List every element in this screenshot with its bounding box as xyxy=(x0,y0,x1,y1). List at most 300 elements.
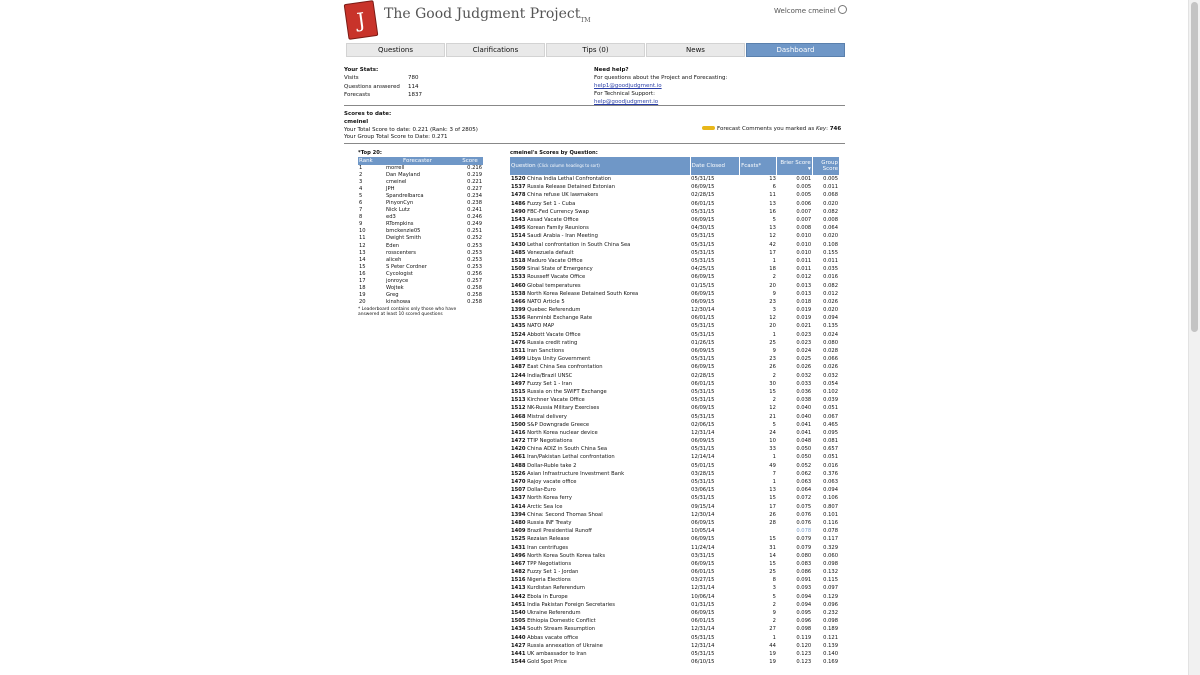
logo-icon[interactable]: J xyxy=(344,0,379,40)
cell-question[interactable] xyxy=(510,347,690,355)
question-id: 1244 xyxy=(511,372,526,379)
col-rank[interactable]: Rank xyxy=(358,157,378,165)
cell-forecaster[interactable]: JPH xyxy=(386,186,395,193)
cell-question[interactable] xyxy=(510,584,690,592)
cell-rank: 5 xyxy=(359,193,363,200)
cell-brier-score: 0.098 xyxy=(796,626,812,633)
cell-date-closed: 11/24/14 xyxy=(691,544,715,551)
cell-question[interactable] xyxy=(510,470,690,478)
cell-group-score: 0.035 xyxy=(823,266,838,273)
table-row[interactable] xyxy=(510,306,839,314)
question-name: Ukraine Referendum xyxy=(527,610,581,617)
table-row[interactable] xyxy=(510,314,839,322)
tech-email-link[interactable]: help@goodjudgment.io xyxy=(594,99,659,105)
cell-brier-score: 0.123 xyxy=(796,659,812,666)
table-row xyxy=(358,179,483,186)
cell-question[interactable] xyxy=(510,175,690,183)
cell-fcasts: 15 xyxy=(769,560,776,567)
question-name: Ethiopia Domestic Conflict xyxy=(527,618,596,625)
cell-group-score: 0.063 xyxy=(823,479,838,486)
cell-fcasts: 2 xyxy=(772,397,776,404)
table-row[interactable] xyxy=(510,470,839,478)
site-title-text: The Good Judgment Project xyxy=(384,6,581,22)
question-id: 1461 xyxy=(511,454,526,461)
key-comments[interactable]: Forecast Comments you marked as Key: 746 xyxy=(702,126,841,132)
cell-forecaster[interactable]: RTompkins xyxy=(386,221,414,228)
table-row[interactable] xyxy=(510,494,839,502)
cell-question[interactable] xyxy=(510,568,690,576)
cell-forecaster[interactable]: S Peter Cordner xyxy=(386,263,427,270)
cell-group-score: 0.082 xyxy=(823,208,838,215)
table-row[interactable] xyxy=(510,412,839,420)
cell-forecaster[interactable]: Dan Mayland xyxy=(386,172,421,179)
cell-question[interactable] xyxy=(510,298,690,306)
table-row[interactable] xyxy=(510,298,839,306)
cell-question[interactable] xyxy=(510,363,690,371)
gear-icon[interactable] xyxy=(838,5,847,14)
cell-forecaster[interactable]: bmckenzie05 xyxy=(386,228,421,235)
nav-questions[interactable]: Questions xyxy=(346,43,445,57)
table-row[interactable] xyxy=(510,642,839,650)
cell-forecaster[interactable]: cmeinel xyxy=(386,179,407,186)
key-icon xyxy=(702,126,715,130)
site-title[interactable] xyxy=(384,6,591,24)
table-row xyxy=(358,264,483,271)
cell-fcasts: 14 xyxy=(769,552,776,559)
cell-rank: 1 xyxy=(359,165,363,172)
col-score[interactable]: Score xyxy=(457,157,483,165)
cell-forecaster[interactable]: Greg xyxy=(386,291,399,298)
table-row[interactable] xyxy=(510,437,839,445)
question-id: 1451 xyxy=(511,601,526,608)
table-row[interactable] xyxy=(510,511,839,519)
table-row[interactable] xyxy=(510,175,839,183)
cell-score: 0.256 xyxy=(467,270,482,277)
cell-score: 0.253 xyxy=(467,242,482,249)
cell-date-closed: 03/06/15 xyxy=(691,487,715,494)
cell-question[interactable] xyxy=(510,519,690,527)
cell-brier-score: 0.032 xyxy=(796,372,812,379)
cell-group-score: 0.376 xyxy=(823,470,838,477)
cell-brier-score: 0.038 xyxy=(796,397,812,404)
cell-brier-score: 0.075 xyxy=(796,503,812,510)
page-scrollbar[interactable] xyxy=(1188,0,1200,675)
cell-brier-score: 0.005 xyxy=(796,184,812,191)
cell-question[interactable] xyxy=(510,593,690,601)
stats-row xyxy=(344,74,424,82)
cell-forecaster[interactable]: Cycologist xyxy=(386,270,413,277)
table-row xyxy=(358,299,483,306)
question-id: 1480 xyxy=(511,519,526,526)
nav-dashboard[interactable]: Dashboard xyxy=(746,43,845,57)
cell-forecaster[interactable]: Wojtek xyxy=(386,284,404,291)
question-name: Iran centrifuges xyxy=(527,544,569,551)
cell-brier-score: 0.062 xyxy=(796,470,812,477)
table-row[interactable] xyxy=(510,183,839,191)
cell-question[interactable] xyxy=(510,339,690,347)
stats-label: Visits xyxy=(344,75,359,82)
cell-date-closed: 06/01/15 xyxy=(691,618,715,625)
cell-question[interactable] xyxy=(510,200,690,208)
cell-question[interactable] xyxy=(510,273,690,281)
cell-date-closed: 12/30/14 xyxy=(691,511,715,518)
cell-forecaster[interactable]: Spandrelbarca xyxy=(386,193,424,200)
cell-forecaster[interactable]: aliceh xyxy=(386,256,402,263)
cell-fcasts: 17 xyxy=(769,503,776,510)
cell-question[interactable] xyxy=(510,543,690,551)
cell-rank: 3 xyxy=(359,179,363,186)
question-id: 1470 xyxy=(511,479,526,486)
cell-group-score: 0.032 xyxy=(823,372,838,379)
cell-date-closed: 05/31/15 xyxy=(691,176,715,183)
cell-question[interactable] xyxy=(510,429,690,437)
table-row[interactable] xyxy=(510,429,839,437)
cell-question[interactable] xyxy=(510,232,690,240)
col-question[interactable] xyxy=(510,157,690,175)
key-word: Key xyxy=(816,126,827,132)
table-row[interactable] xyxy=(510,265,839,273)
table-row xyxy=(358,250,483,257)
cell-question[interactable] xyxy=(510,650,690,658)
cell-rank: 14 xyxy=(359,256,366,263)
table-row[interactable] xyxy=(510,363,839,371)
cell-fcasts: 25 xyxy=(769,569,776,576)
cell-date-closed: 01/26/15 xyxy=(691,339,715,346)
cell-question[interactable] xyxy=(510,445,690,453)
table-row[interactable] xyxy=(510,617,839,625)
cell-fcasts: 24 xyxy=(769,429,776,436)
cell-question[interactable] xyxy=(510,642,690,650)
table-row[interactable] xyxy=(510,290,839,298)
cell-rank: 8 xyxy=(359,214,363,221)
cell-brier-score: 0.041 xyxy=(796,429,812,436)
cell-question[interactable] xyxy=(510,486,690,494)
cell-forecaster[interactable]: Dwight Smith xyxy=(386,235,422,242)
cell-question[interactable] xyxy=(510,388,690,396)
cell-fcasts: 1 xyxy=(772,479,776,486)
cell-forecaster[interactable]: Eden xyxy=(386,242,400,249)
cell-question[interactable] xyxy=(510,625,690,633)
col-brier-score[interactable]: Brier Score ▾ xyxy=(777,157,812,175)
table-row[interactable] xyxy=(510,241,839,249)
table-row[interactable] xyxy=(510,281,839,289)
table-row[interactable] xyxy=(510,552,839,560)
col-forecaster[interactable]: Forecaster xyxy=(378,157,457,165)
table-row[interactable] xyxy=(510,445,839,453)
cell-brier-score: 0.018 xyxy=(796,298,812,305)
cell-question[interactable] xyxy=(510,453,690,461)
cell-question[interactable] xyxy=(510,249,690,257)
cell-question[interactable] xyxy=(510,216,690,224)
question-name: Asian Infrastructure Investment Bank xyxy=(527,470,625,477)
cell-score: 0.216 xyxy=(467,165,482,172)
cell-question[interactable] xyxy=(510,503,690,511)
cell-forecaster[interactable]: Nick Lutz xyxy=(386,207,410,214)
cell-date-closed: 12/31/14 xyxy=(691,642,715,649)
question-id: 1478 xyxy=(511,192,526,199)
cell-question[interactable] xyxy=(510,404,690,412)
question-id: 1466 xyxy=(511,298,526,305)
cell-question[interactable] xyxy=(510,462,690,470)
table-row[interactable] xyxy=(510,519,839,527)
table-row[interactable] xyxy=(510,543,839,551)
cell-date-closed: 01/31/15 xyxy=(691,601,715,608)
question-name: North Korea South Korea talks xyxy=(527,552,606,559)
cell-group-score: 0.020 xyxy=(823,200,838,207)
cell-group-score: 0.016 xyxy=(823,274,838,281)
cell-fcasts: 12 xyxy=(769,233,776,240)
table-row[interactable] xyxy=(510,560,839,568)
table-row[interactable] xyxy=(510,396,839,404)
cell-group-score: 0.060 xyxy=(823,552,838,559)
question-rows xyxy=(510,175,839,666)
cell-question[interactable] xyxy=(510,494,690,502)
cell-brier-score: 0.096 xyxy=(796,618,812,625)
cell-fcasts: 23 xyxy=(769,356,776,363)
cell-date-closed: 04/30/15 xyxy=(691,225,715,232)
cell-brier-score: 0.119 xyxy=(796,634,812,641)
nav-clarifications[interactable]: Clarifications xyxy=(446,43,545,57)
cell-question[interactable] xyxy=(510,609,690,617)
table-row[interactable] xyxy=(510,503,839,511)
cell-date-closed: 05/31/15 xyxy=(691,397,715,404)
help-line-forecasting: For questions about the Project and Forecasting: xyxy=(594,75,728,81)
cell-question[interactable] xyxy=(510,331,690,339)
cell-question[interactable] xyxy=(510,208,690,216)
table-row xyxy=(358,243,483,250)
table-row[interactable] xyxy=(510,593,839,601)
cell-fcasts: 13 xyxy=(769,487,776,494)
cell-score: 0.253 xyxy=(467,263,482,270)
table-row[interactable] xyxy=(510,634,839,642)
cell-question[interactable] xyxy=(510,241,690,249)
table-row[interactable] xyxy=(510,216,839,224)
cell-question[interactable] xyxy=(510,290,690,298)
cell-fcasts: 15 xyxy=(769,495,776,502)
cell-question[interactable] xyxy=(510,380,690,388)
cell-group-score: 0.008 xyxy=(823,217,838,224)
cell-brier-score: 0.010 xyxy=(796,249,812,256)
stats-row xyxy=(344,91,424,99)
table-row[interactable] xyxy=(510,200,839,208)
table-row[interactable] xyxy=(510,224,839,232)
cell-question[interactable] xyxy=(510,191,690,199)
question-name: Sinai State of Emergency xyxy=(527,266,593,273)
cell-date-closed: 09/15/14 xyxy=(691,503,715,510)
cell-group-score: 0.232 xyxy=(823,610,838,617)
question-name: FBC-Fed Currency Swap xyxy=(527,208,589,215)
cell-question[interactable] xyxy=(510,265,690,273)
cell-question[interactable] xyxy=(510,560,690,568)
cell-question[interactable] xyxy=(510,617,690,625)
table-row[interactable] xyxy=(510,601,839,609)
nav-tips[interactable]: Tips (0) xyxy=(546,43,645,57)
table-row[interactable] xyxy=(510,404,839,412)
table-row[interactable] xyxy=(510,372,839,380)
table-row[interactable] xyxy=(510,658,839,666)
cell-date-closed: 06/09/15 xyxy=(691,364,715,371)
cell-question[interactable] xyxy=(510,658,690,666)
col-group-score[interactable]: Group Score xyxy=(812,157,839,175)
cell-forecaster[interactable]: ed3 xyxy=(386,214,396,221)
cell-date-closed: 06/09/15 xyxy=(691,274,715,281)
leaderboard-note: * Leaderboard contains only those who have answered at least 10 scored questions xyxy=(358,306,457,318)
table-row[interactable] xyxy=(510,478,839,486)
table-row[interactable] xyxy=(510,355,839,363)
cell-rank: 6 xyxy=(359,200,363,207)
cell-date-closed: 12/14/14 xyxy=(691,454,715,461)
stats-value: 1837 xyxy=(408,92,422,99)
table-row[interactable] xyxy=(510,388,839,396)
cell-brier-score: 0.095 xyxy=(796,610,812,617)
cell-date-closed: 04/25/15 xyxy=(691,266,715,273)
table-row[interactable] xyxy=(510,609,839,617)
cell-fcasts: 42 xyxy=(769,241,776,248)
cell-rank: 7 xyxy=(359,207,363,214)
cell-date-closed: 05/31/15 xyxy=(691,650,715,657)
cell-fcasts: 11 xyxy=(769,192,776,199)
table-row[interactable] xyxy=(510,347,839,355)
cell-rank: 20 xyxy=(359,298,366,305)
help-email-link[interactable]: help1@goodjudgment.io xyxy=(594,83,662,89)
cell-question[interactable] xyxy=(510,535,690,543)
cell-question[interactable] xyxy=(510,412,690,420)
table-row[interactable] xyxy=(510,584,839,592)
cell-question[interactable] xyxy=(510,183,690,191)
table-row[interactable] xyxy=(510,453,839,461)
cell-forecaster[interactable]: rosscenters xyxy=(386,249,416,256)
cell-question[interactable] xyxy=(510,306,690,314)
cell-fcasts: 2 xyxy=(772,618,776,625)
cell-question[interactable] xyxy=(510,478,690,486)
cell-group-score: 0.051 xyxy=(823,405,838,412)
cell-question[interactable] xyxy=(510,372,690,380)
stats-title: Your Stats: xyxy=(344,67,379,73)
cell-group-score: 0.094 xyxy=(823,487,838,494)
cell-question[interactable] xyxy=(510,634,690,642)
cell-question[interactable] xyxy=(510,355,690,363)
cell-question[interactable] xyxy=(510,437,690,445)
cell-fcasts: 23 xyxy=(769,298,776,305)
table-row[interactable] xyxy=(510,257,839,265)
cell-date-closed: 05/31/15 xyxy=(691,208,715,215)
table-row[interactable] xyxy=(510,625,839,633)
question-name: TTIP Negotiations xyxy=(527,438,573,445)
col-fcasts[interactable]: Fcasts* xyxy=(740,157,777,175)
cell-question[interactable] xyxy=(510,314,690,322)
question-name: Dollar-Ruble take 2 xyxy=(527,462,577,469)
cell-question[interactable] xyxy=(510,281,690,289)
table-row[interactable] xyxy=(510,462,839,470)
col-date-closed[interactable]: Date Closed xyxy=(690,157,739,175)
table-row[interactable] xyxy=(510,421,839,429)
table-row[interactable] xyxy=(510,568,839,576)
cell-group-score: 0.329 xyxy=(823,544,838,551)
cell-fcasts: 10 xyxy=(769,438,776,445)
cell-brier-score: 0.008 xyxy=(796,225,812,232)
cell-rank: 9 xyxy=(359,221,363,228)
table-row[interactable] xyxy=(510,273,839,281)
cell-date-closed: 03/28/15 xyxy=(691,470,715,477)
cell-fcasts: 2 xyxy=(772,372,776,379)
cell-question[interactable] xyxy=(510,552,690,560)
cell-group-score: 0.101 xyxy=(823,511,838,518)
cell-question[interactable] xyxy=(510,224,690,232)
cell-forecaster[interactable]: morrell xyxy=(386,165,405,172)
cell-date-closed: 05/31/15 xyxy=(691,634,715,641)
cell-forecaster[interactable]: jonroyce xyxy=(386,277,409,284)
cell-group-score: 0.011 xyxy=(823,184,838,191)
question-name: TPP Negotiations xyxy=(527,560,572,567)
scrollbar-thumb[interactable] xyxy=(1191,2,1198,332)
cell-fcasts xyxy=(740,527,777,535)
cell-score: 0.258 xyxy=(467,284,482,291)
cell-rank: 15 xyxy=(359,263,366,270)
table-row[interactable] xyxy=(510,650,839,658)
table-row[interactable] xyxy=(510,527,839,535)
table-row[interactable] xyxy=(510,535,839,543)
cell-group-score: 0.657 xyxy=(823,446,838,453)
top20-leaderboard xyxy=(358,150,483,318)
cell-question[interactable] xyxy=(510,396,690,404)
table-row xyxy=(358,235,483,242)
cell-forecaster[interactable]: kinshowa xyxy=(386,298,411,305)
nav-news[interactable]: News xyxy=(646,43,745,57)
table-row[interactable] xyxy=(510,232,839,240)
table-row[interactable] xyxy=(510,322,839,330)
cell-question[interactable] xyxy=(510,322,690,330)
cell-fcasts: 9 xyxy=(772,290,776,297)
cell-question[interactable] xyxy=(510,257,690,265)
cell-brier-score: 0.019 xyxy=(796,315,812,322)
table-row xyxy=(358,228,483,235)
question-id: 1420 xyxy=(511,446,526,453)
table-row[interactable] xyxy=(510,486,839,494)
table-row[interactable] xyxy=(510,380,839,388)
cell-group-score: 0.039 xyxy=(823,397,838,404)
cell-date-closed: 02/28/15 xyxy=(691,372,715,379)
cell-brier-score: 0.041 xyxy=(796,421,812,428)
cell-question[interactable] xyxy=(510,511,690,519)
cell-question[interactable] xyxy=(510,576,690,584)
table-row xyxy=(358,285,483,292)
question-id: 1515 xyxy=(511,388,526,395)
table-row[interactable] xyxy=(510,249,839,257)
table-row[interactable] xyxy=(510,208,839,216)
cell-fcasts: 8 xyxy=(772,577,776,584)
question-id: 1537 xyxy=(511,184,526,191)
cell-question[interactable] xyxy=(510,527,690,535)
cell-date-closed: 05/31/15 xyxy=(691,257,715,264)
cell-brier-score: 0.007 xyxy=(796,208,812,215)
table-row[interactable] xyxy=(510,331,839,339)
question-id: 1536 xyxy=(511,315,526,322)
cell-date-closed: 02/06/15 xyxy=(691,421,715,428)
table-row[interactable] xyxy=(510,191,839,199)
your-stats xyxy=(344,66,424,100)
cell-question[interactable] xyxy=(510,601,690,609)
cell-group-score: 0.024 xyxy=(823,331,838,338)
cell-question[interactable] xyxy=(510,421,690,429)
table-row[interactable] xyxy=(510,339,839,347)
cell-score: 0.219 xyxy=(467,172,482,179)
question-name: Brazil Presidential Runoff xyxy=(527,528,592,535)
table-row[interactable] xyxy=(510,576,839,584)
cell-forecaster[interactable]: PinyonCyn xyxy=(386,200,414,207)
question-name: Rajoy vacate office xyxy=(527,479,577,486)
cell-date-closed: 06/09/15 xyxy=(691,290,715,297)
question-id: 1468 xyxy=(511,413,526,420)
